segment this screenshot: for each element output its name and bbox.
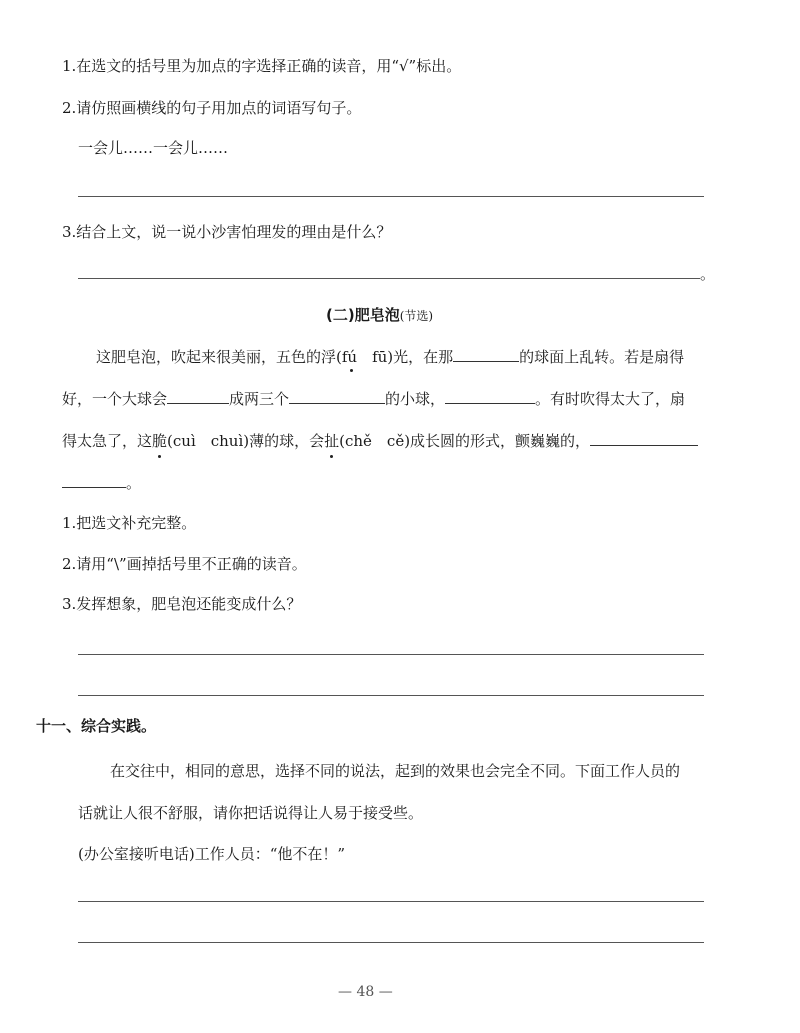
section-heading: 十一、综合实践。 — [36, 717, 157, 735]
fill-blank[interactable] — [167, 389, 229, 404]
section-title — [326, 304, 433, 325]
fill-blank[interactable] — [453, 347, 519, 362]
passage-text: 。有时吹得太大了，扇 — [535, 390, 686, 408]
question-1: 1.在选文的括号里为加点的字选择正确的读音，用“√”标出。 — [62, 57, 462, 75]
passage-line — [62, 430, 698, 451]
sentence-pattern: 一会儿……一会儿…… — [78, 139, 229, 157]
question-2: 2.请仿照画横线的句子用加点的词语写句子。 — [62, 99, 362, 117]
paragraph-line: 在交往中，相同的意思，选择不同的说法，起到的效果也会完全不同。下面工作人员的 — [110, 762, 681, 780]
dotted-char: 脆 — [152, 432, 168, 450]
page-number: — 48 — — [338, 984, 393, 1000]
fill-blank[interactable] — [62, 473, 126, 488]
answer-line[interactable] — [78, 901, 704, 902]
question-3: 3.发挥想象，肥皂泡还能变成什么？ — [62, 595, 302, 613]
emphasis-dot — [350, 369, 353, 372]
answer-line[interactable] — [78, 654, 704, 655]
passage-line — [62, 388, 685, 409]
dotted-char: 扯 — [324, 432, 340, 450]
passage-text: (chě cě)成长圆的形式，颤巍巍的， — [339, 432, 591, 450]
answer-line[interactable] — [78, 278, 700, 279]
passage-line — [96, 346, 684, 367]
passage-text: 得太急了，这 — [62, 432, 153, 450]
passage-text: (cuì chuì)薄的球，会 — [167, 432, 325, 450]
question-2: 2.请用“\”画掉括号里不正确的读音。 — [62, 555, 307, 573]
fill-blank[interactable] — [445, 389, 535, 404]
period-mark: 。 — [700, 265, 716, 283]
fill-blank[interactable] — [289, 389, 385, 404]
answer-line[interactable] — [78, 942, 704, 943]
section-title-note: (节选) — [399, 309, 434, 323]
passage-text: (fú fū)光，在那 — [336, 348, 454, 366]
passage-text: 这肥皂泡，吹起来很美丽，五色的浮 — [96, 348, 337, 366]
section-title-text: (二)肥皂泡 — [326, 306, 400, 324]
answer-line[interactable] — [78, 695, 704, 696]
passage-text: 的小球， — [385, 390, 446, 408]
passage-text: 好，一个大球会 — [62, 390, 168, 408]
answer-line[interactable] — [78, 196, 704, 197]
passage-line — [62, 472, 141, 493]
paragraph-line: 话就让人很不舒服，请你把话说得让人易于接受些。 — [78, 804, 424, 822]
dialogue-line: (办公室接听电话)工作人员：“他不在！” — [78, 845, 346, 863]
passage-text: 的球面上乱转。若是扇得 — [519, 348, 685, 366]
question-3: 3.结合上文，说一说小沙害怕理发的理由是什么？ — [62, 223, 392, 241]
passage-text: 。 — [126, 474, 142, 492]
question-1: 1.把选文补充完整。 — [62, 514, 197, 532]
fill-blank[interactable] — [590, 431, 698, 446]
passage-text: 成两三个 — [229, 390, 290, 408]
